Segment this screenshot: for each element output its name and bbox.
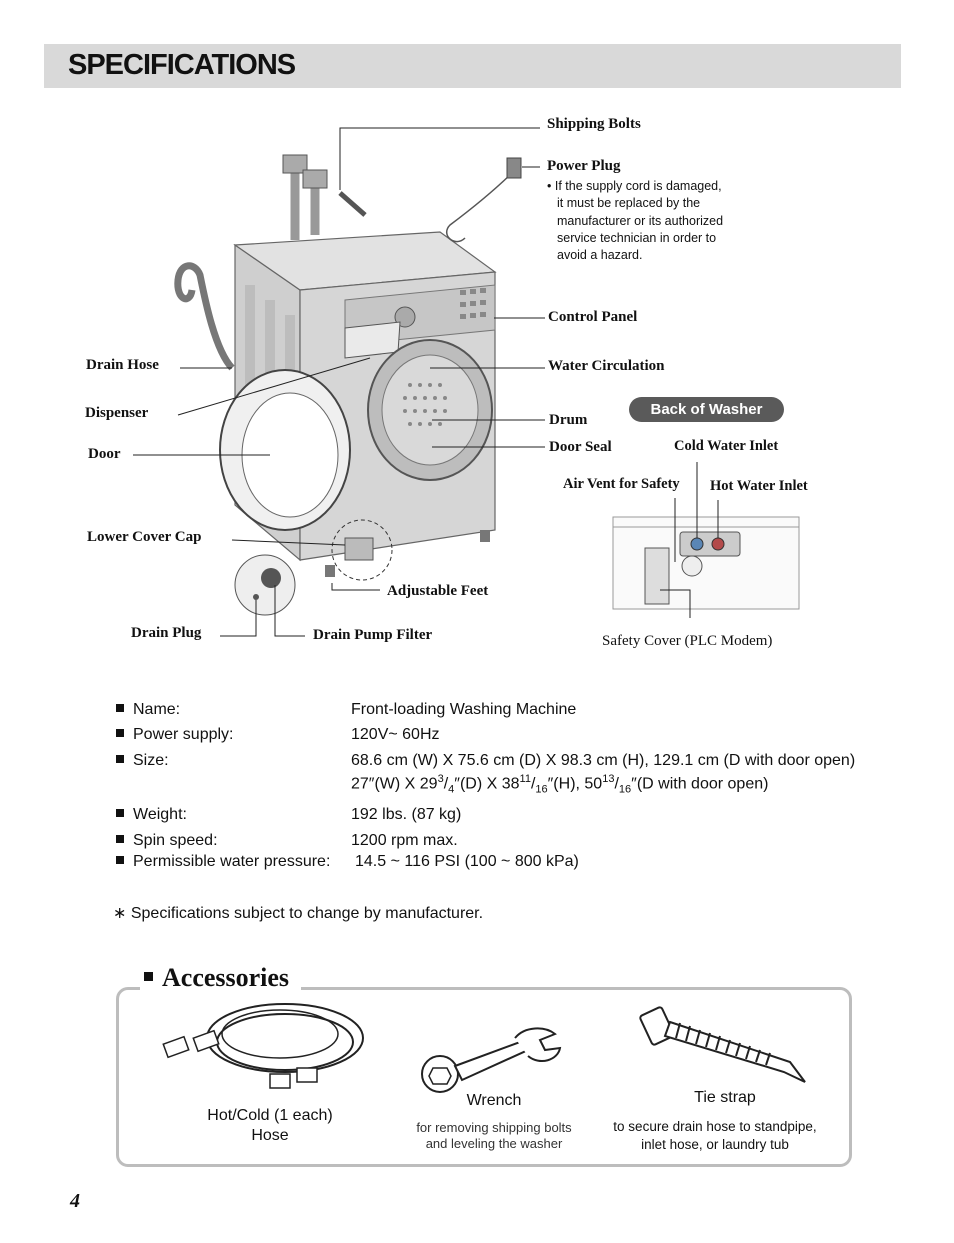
cold-inlet [691, 538, 703, 550]
label-dispenser: Dispenser [85, 405, 149, 421]
hose-line: Hot/Cold (1 each) [207, 1107, 333, 1124]
page-title: SPECIFICATIONS [68, 49, 296, 81]
tie-desc-line: to secure drain hose to standpipe, [613, 1119, 817, 1134]
label-control-panel: Control Panel [548, 309, 638, 325]
fraction-num: 13 [602, 773, 615, 785]
spec-name [116, 701, 180, 719]
drain-filter-knob [261, 568, 281, 588]
tie-strap-title: Tie strap [694, 1089, 756, 1106]
fraction-num: 3 [437, 773, 444, 785]
hot-inlet [712, 538, 724, 550]
bullet-square [116, 704, 124, 712]
page-number: 4 [70, 1190, 80, 1212]
spec-label: Spin speed: [133, 832, 218, 849]
air-vent [682, 556, 702, 576]
spec-size-imperial: 27″(W) X $29^3/_4''(D)$ X $38^{11}/_{16}''(H)$, $50^{13}/_{16}''(D$ with door open) [351, 773, 769, 796]
foot-right [480, 530, 490, 542]
spec-label: Name: [133, 701, 181, 718]
fraction-den: 16 [618, 783, 632, 796]
label-water-circulation: Water Circulation [548, 358, 665, 374]
spec-label: Permissible water pressure: [133, 853, 331, 870]
accessories-heading [140, 963, 301, 993]
spec-value: 14.5 ~ 116 PSI (100 ~ 800 kPa) [355, 853, 579, 870]
note-line: avoid a hazard. [557, 248, 643, 263]
size-part: ″(D with door open) [631, 775, 769, 793]
spec-value: 1200 rpm max. [351, 832, 458, 849]
spec-weight [116, 806, 187, 824]
tie-strap-description [600, 1118, 830, 1154]
spec-power [116, 726, 234, 744]
size-part: ″(H), 50 [547, 775, 603, 793]
label-lower-cover-cap: Lower Cover Cap [87, 529, 202, 545]
label-power-plug: Power Plug [547, 158, 621, 174]
bullet-square [116, 835, 124, 843]
drain-hose-shape [178, 266, 232, 368]
label-drain-plug: Drain Plug [131, 625, 202, 641]
inlet-block [680, 532, 740, 556]
bullet-square [116, 755, 124, 763]
tie-desc-line: inlet hose, or laundry tub [641, 1137, 789, 1152]
note-line: it must be replaced by the [557, 196, 701, 211]
spec-size [116, 752, 169, 770]
wrench-title: Wrench [466, 1092, 522, 1109]
drum-inner [382, 355, 478, 465]
power-plug-shape [507, 158, 521, 178]
label-drain-hose: Drain Hose [86, 357, 159, 373]
label-adjustable-feet: Adjustable Feet [387, 583, 489, 599]
wrench-desc-line: and leveling the washer [425, 1136, 563, 1151]
note-line: • If the supply cord is damaged, [547, 179, 722, 193]
wrench-desc-line: for removing shipping bolts [416, 1120, 572, 1135]
tie-strap-icon [639, 1006, 805, 1082]
spec-label: Power supply: [133, 726, 234, 743]
shipping-bolt-shape [340, 193, 365, 215]
spec-value: 120V~ 60Hz [351, 726, 440, 743]
spec-pressure [116, 853, 330, 871]
back-of-washer-badge: Back of Washer [629, 397, 784, 422]
footnote-mark: ∗ [113, 905, 127, 922]
label-air-vent: Air Vent for Safety [563, 476, 680, 492]
lower-cover-cap [345, 538, 373, 560]
spec-value: 68.6 cm (W) X 75.6 cm (D) X 98.3 cm (H), 129.1 cm (D with door open) [351, 752, 856, 769]
note-line: service technician in order to [557, 230, 717, 245]
fraction-den: 4 [448, 783, 455, 796]
spec-value: Front-loading Washing Machine [351, 701, 577, 718]
spec-label: Size: [133, 752, 169, 769]
label-drum: Drum [549, 412, 588, 428]
note-line: manufacturer or its authorized [557, 213, 724, 228]
safety-cover [645, 548, 669, 604]
wrench-icon [422, 1028, 560, 1092]
label-door-seal: Door Seal [549, 439, 612, 455]
power-plug-note [547, 178, 737, 264]
hose-line: Hose [251, 1127, 289, 1144]
spec-footnote [113, 903, 483, 923]
safety-cover-caption: Safety Cover (PLC Modem) [602, 633, 773, 649]
control-buttons [460, 288, 486, 319]
label-door: Door [88, 446, 121, 462]
wrench-description [394, 1120, 594, 1152]
size-part: 27″(W) X 29 [351, 775, 438, 793]
label-shipping-bolts: Shipping Bolts [547, 116, 641, 132]
spec-label: Weight: [133, 806, 187, 823]
label-hot-water-inlet: Hot Water Inlet [710, 478, 808, 494]
fraction-den: 16 [535, 783, 548, 796]
spec-value: 192 lbs. (87 kg) [351, 806, 462, 823]
hose-caption [180, 1106, 360, 1146]
bullet-square [144, 972, 153, 981]
power-cord [447, 170, 515, 242]
accessories-title: Accessories [162, 963, 290, 992]
dispenser-drawer [345, 322, 400, 358]
fraction-num: 11 [519, 773, 531, 785]
foot-left [325, 565, 335, 577]
back-panel [613, 517, 799, 609]
hose-icon [163, 1004, 363, 1088]
spec-spin [116, 832, 218, 850]
size-part: ″(D) X 38 [454, 775, 520, 793]
faucet-right [303, 170, 327, 188]
drain-plug-dot [253, 594, 259, 600]
bullet-square [116, 809, 124, 817]
accessories-drawings [0, 990, 954, 1100]
label-cold-water-inlet: Cold Water Inlet [674, 438, 779, 454]
bullet-square [116, 856, 124, 864]
footnote-text: Specifications subject to change by manufacturer. [130, 905, 484, 922]
label-drain-pump-filter: Drain Pump Filter [313, 627, 433, 643]
bullet-square [116, 729, 124, 737]
